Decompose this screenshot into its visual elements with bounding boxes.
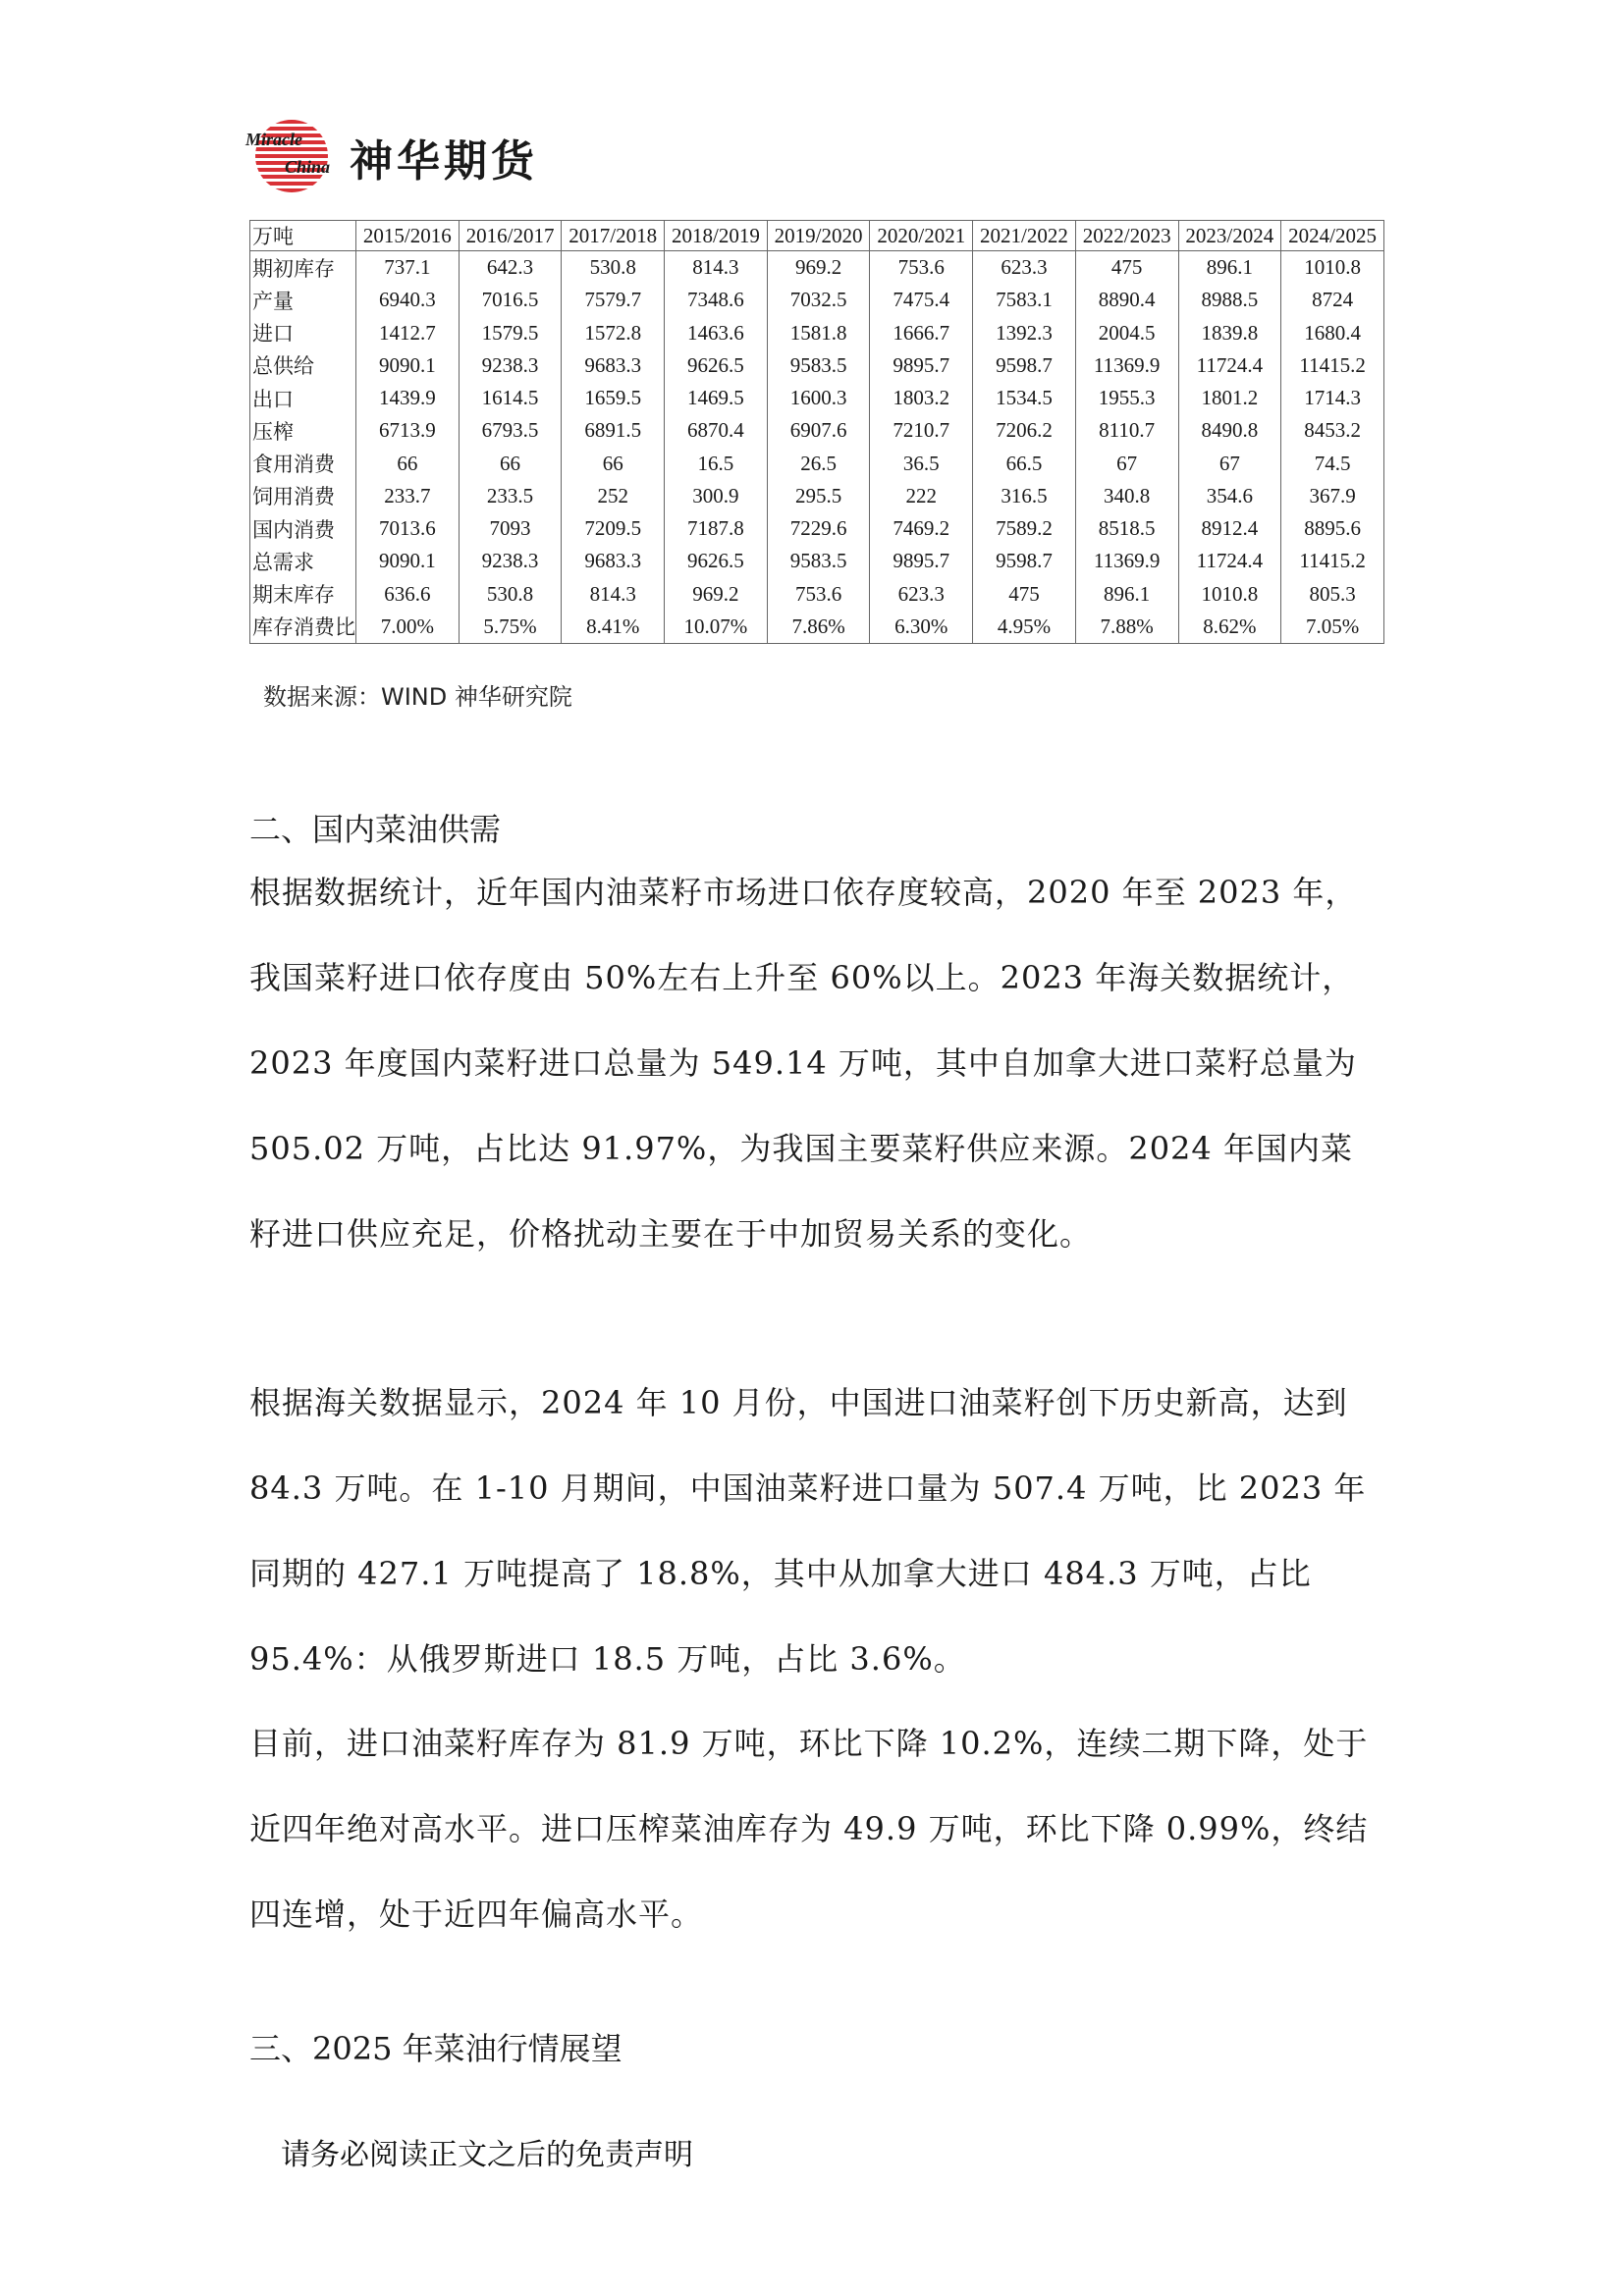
table-cell: 8988.5 <box>1178 284 1281 316</box>
table-cell: 8490.8 <box>1178 414 1281 447</box>
table-cell: 7013.6 <box>356 512 460 545</box>
table-cell: 9090.1 <box>356 545 460 577</box>
table-cell: 11415.2 <box>1281 545 1384 577</box>
table-cell: 8453.2 <box>1281 414 1384 447</box>
table-column-header: 2022/2023 <box>1075 221 1178 251</box>
table-cell: 5.75% <box>459 611 562 644</box>
table-cell: 7187.8 <box>665 512 768 545</box>
table-row-label: 国内消费 <box>250 512 356 545</box>
table-cell: 252 <box>562 480 665 512</box>
table-cell: 9238.3 <box>459 349 562 382</box>
table-cell: 7.88% <box>1075 611 1178 644</box>
table-cell: 9626.5 <box>665 349 768 382</box>
supply-demand-table-container <box>249 220 1384 644</box>
table-cell: 8.62% <box>1178 611 1281 644</box>
table-cell: 1666.7 <box>870 317 973 349</box>
table-cell: 9598.7 <box>973 545 1076 577</box>
section-2-paragraph-2: 根据海关数据显示，2024 年 10 月份，中国进口油菜籽创下历史新高，达到 84.3 万吨。在 1-10 月期间，中国油菜籽进口量为 507.4 万吨，比 2023 年同期的 427.1 万吨提高了 18.8%，其中从加拿大进口 484.3 万吨，占比 95.4%：从俄罗斯进口 18.5 万吨，占比 3.6%。 <box>249 1384 1367 1678</box>
table-row <box>250 251 1384 285</box>
company-name: 神华期货 <box>350 136 538 187</box>
table-cell: 7.05% <box>1281 611 1384 644</box>
table-cell: 1839.8 <box>1178 317 1281 349</box>
table-cell: 9090.1 <box>356 349 460 382</box>
table-cell: 11369.9 <box>1075 545 1178 577</box>
table-row <box>250 317 1384 349</box>
disclaimer-footer: 请务必阅读正文之后的免责声明 <box>281 2138 693 2172</box>
table-cell: 7210.7 <box>870 414 973 447</box>
table-column-header: 2019/2020 <box>767 221 870 251</box>
table-cell: 2004.5 <box>1075 317 1178 349</box>
table-row <box>250 512 1384 545</box>
table-column-header: 2020/2021 <box>870 221 973 251</box>
logo-text-miracle: Miracle <box>245 130 302 149</box>
table-cell: 1463.6 <box>665 317 768 349</box>
table-cell: 36.5 <box>870 447 973 479</box>
table-cell: 6891.5 <box>562 414 665 447</box>
miracle-china-logo-icon <box>245 116 338 198</box>
table-row <box>250 284 1384 316</box>
table-cell: 66.5 <box>973 447 1076 479</box>
table-row <box>250 545 1384 577</box>
table-cell: 1392.3 <box>973 317 1076 349</box>
table-cell: 367.9 <box>1281 480 1384 512</box>
table-cell: 9683.3 <box>562 349 665 382</box>
table-cell: 66 <box>562 447 665 479</box>
table-cell: 7229.6 <box>767 512 870 545</box>
table-cell: 10.07% <box>665 611 768 644</box>
table-cell: 233.7 <box>356 480 460 512</box>
table-cell: 7469.2 <box>870 512 973 545</box>
table-cell: 67 <box>1075 447 1178 479</box>
table-cell: 66 <box>459 447 562 479</box>
table-cell: 753.6 <box>870 251 973 285</box>
table-cell: 7032.5 <box>767 284 870 316</box>
table-row-label: 期末库存 <box>250 577 356 610</box>
table-cell: 475 <box>1075 251 1178 285</box>
table-column-header: 2024/2025 <box>1281 221 1384 251</box>
table-cell: 623.3 <box>870 577 973 610</box>
table-cell: 1955.3 <box>1075 382 1178 414</box>
table-cell: 1010.8 <box>1281 251 1384 285</box>
table-cell: 1801.2 <box>1178 382 1281 414</box>
table-cell: 74.5 <box>1281 447 1384 479</box>
table-row-label: 进口 <box>250 317 356 349</box>
table-cell: 7583.1 <box>973 284 1076 316</box>
table-row <box>250 447 1384 479</box>
table-cell: 1439.9 <box>356 382 460 414</box>
table-row <box>250 611 1384 644</box>
section-2-heading: 二、国内菜油供需 <box>249 811 502 848</box>
table-cell: 6713.9 <box>356 414 460 447</box>
table-cell: 530.8 <box>459 577 562 610</box>
table-cell: 8912.4 <box>1178 512 1281 545</box>
table-column-header: 2017/2018 <box>562 221 665 251</box>
table-cell: 737.1 <box>356 251 460 285</box>
table-cell: 8110.7 <box>1075 414 1178 447</box>
table-cell: 1659.5 <box>562 382 665 414</box>
table-cell: 9598.7 <box>973 349 1076 382</box>
table-cell: 9626.5 <box>665 545 768 577</box>
table-row <box>250 414 1384 447</box>
supply-demand-table <box>249 220 1384 644</box>
table-cell: 6870.4 <box>665 414 768 447</box>
table-column-header: 2015/2016 <box>356 221 460 251</box>
table-cell: 295.5 <box>767 480 870 512</box>
table-row-label: 总需求 <box>250 545 356 577</box>
table-cell: 340.8 <box>1075 480 1178 512</box>
table-cell: 814.3 <box>562 577 665 610</box>
table-column-header: 2021/2022 <box>973 221 1076 251</box>
table-cell: 7579.7 <box>562 284 665 316</box>
table-cell: 642.3 <box>459 251 562 285</box>
table-cell: 11415.2 <box>1281 349 1384 382</box>
table-row-label: 出口 <box>250 382 356 414</box>
section-2-paragraph-3: 目前，进口油菜籽库存为 81.9 万吨，环比下降 10.2%，连续二期下降，处于近四年绝对高水平。进口压榨菜油库存为 49.9 万吨，环比下降 0.99%，终结四连增，处于近四年偏高水平。 <box>249 1725 1369 1933</box>
table-cell: 11724.4 <box>1178 349 1281 382</box>
table-cell: 233.5 <box>459 480 562 512</box>
table-row-label: 期初库存 <box>250 251 356 285</box>
table-cell: 7475.4 <box>870 284 973 316</box>
table-cell: 1534.5 <box>973 382 1076 414</box>
table-cell: 1572.8 <box>562 317 665 349</box>
table-cell: 7348.6 <box>665 284 768 316</box>
logo-text-china: China <box>285 157 331 177</box>
table-cell: 896.1 <box>1075 577 1178 610</box>
table-cell: 8.41% <box>562 611 665 644</box>
table-cell: 1614.5 <box>459 382 562 414</box>
table-cell: 753.6 <box>767 577 870 610</box>
table-row-label: 食用消费 <box>250 447 356 479</box>
table-row <box>250 577 1384 610</box>
table-cell: 1412.7 <box>356 317 460 349</box>
table-cell: 9895.7 <box>870 349 973 382</box>
table-cell: 222 <box>870 480 973 512</box>
table-row-label: 压榨 <box>250 414 356 447</box>
table-cell: 8518.5 <box>1075 512 1178 545</box>
table-cell: 623.3 <box>973 251 1076 285</box>
table-cell: 7589.2 <box>973 512 1076 545</box>
table-header-row <box>250 221 1384 251</box>
table-cell: 475 <box>973 577 1076 610</box>
table-cell: 26.5 <box>767 447 870 479</box>
table-column-header: 2016/2017 <box>459 221 562 251</box>
table-row-label: 产量 <box>250 284 356 316</box>
table-row <box>250 480 1384 512</box>
section-2-paragraph-1: 根据数据统计，近年国内油菜籽市场进口依存度较高，2020 年至 2023 年，我国菜籽进口依存度由 50%左右上升至 60%以上。2023 年海关数据统计，2023 年度国内菜籽进口总量为 549.14 万吨，其中自加拿大进口菜籽总量为 505.02 万吨，占比达 91.97%，为我国主要菜籽供应来源。2024 年国内菜籽进口供应充足，价格扰动主要在于中加贸易关系的变化。 <box>249 874 1358 1253</box>
table-cell: 1579.5 <box>459 317 562 349</box>
table-cell: 9583.5 <box>767 545 870 577</box>
table-cell: 11369.9 <box>1075 349 1178 382</box>
table-cell: 16.5 <box>665 447 768 479</box>
table-cell: 969.2 <box>665 577 768 610</box>
table-cell: 8890.4 <box>1075 284 1178 316</box>
table-cell: 9895.7 <box>870 545 973 577</box>
table-cell: 814.3 <box>665 251 768 285</box>
table-cell: 316.5 <box>973 480 1076 512</box>
table-cell: 7206.2 <box>973 414 1076 447</box>
table-row <box>250 382 1384 414</box>
table-cell: 8724 <box>1281 284 1384 316</box>
table-cell: 6.30% <box>870 611 973 644</box>
table-cell: 7093 <box>459 512 562 545</box>
company-logo <box>245 116 538 198</box>
table-row-label: 库存消费比 <box>250 611 356 644</box>
table-cell: 6907.6 <box>767 414 870 447</box>
table-cell: 530.8 <box>562 251 665 285</box>
table-cell: 1803.2 <box>870 382 973 414</box>
table-corner-unit: 万吨 <box>250 221 356 251</box>
table-cell: 8895.6 <box>1281 512 1384 545</box>
table-cell: 9238.3 <box>459 545 562 577</box>
table-cell: 7016.5 <box>459 284 562 316</box>
table-cell: 1581.8 <box>767 317 870 349</box>
table-cell: 1600.3 <box>767 382 870 414</box>
table-cell: 636.6 <box>356 577 460 610</box>
table-cell: 1469.5 <box>665 382 768 414</box>
table-cell: 969.2 <box>767 251 870 285</box>
table-cell: 896.1 <box>1178 251 1281 285</box>
table-cell: 6940.3 <box>356 284 460 316</box>
table-cell: 11724.4 <box>1178 545 1281 577</box>
table-cell: 7.00% <box>356 611 460 644</box>
table-cell: 354.6 <box>1178 480 1281 512</box>
table-cell: 9583.5 <box>767 349 870 382</box>
table-cell: 66 <box>356 447 460 479</box>
table-row-label: 总供给 <box>250 349 356 382</box>
table-column-header: 2023/2024 <box>1178 221 1281 251</box>
data-source: 数据来源：WIND 神华研究院 <box>263 683 572 711</box>
table-cell: 67 <box>1178 447 1281 479</box>
table-cell: 1010.8 <box>1178 577 1281 610</box>
table-cell: 7.86% <box>767 611 870 644</box>
table-row-label: 饲用消费 <box>250 480 356 512</box>
table-cell: 4.95% <box>973 611 1076 644</box>
table-cell: 1714.3 <box>1281 382 1384 414</box>
table-column-header: 2018/2019 <box>665 221 768 251</box>
table-row <box>250 349 1384 382</box>
table-cell: 1680.4 <box>1281 317 1384 349</box>
table-cell: 9683.3 <box>562 545 665 577</box>
table-cell: 6793.5 <box>459 414 562 447</box>
table-cell: 7209.5 <box>562 512 665 545</box>
table-cell: 300.9 <box>665 480 768 512</box>
table-cell: 805.3 <box>1281 577 1384 610</box>
section-3-heading: 三、2025 年菜油行情展望 <box>249 2030 623 2067</box>
